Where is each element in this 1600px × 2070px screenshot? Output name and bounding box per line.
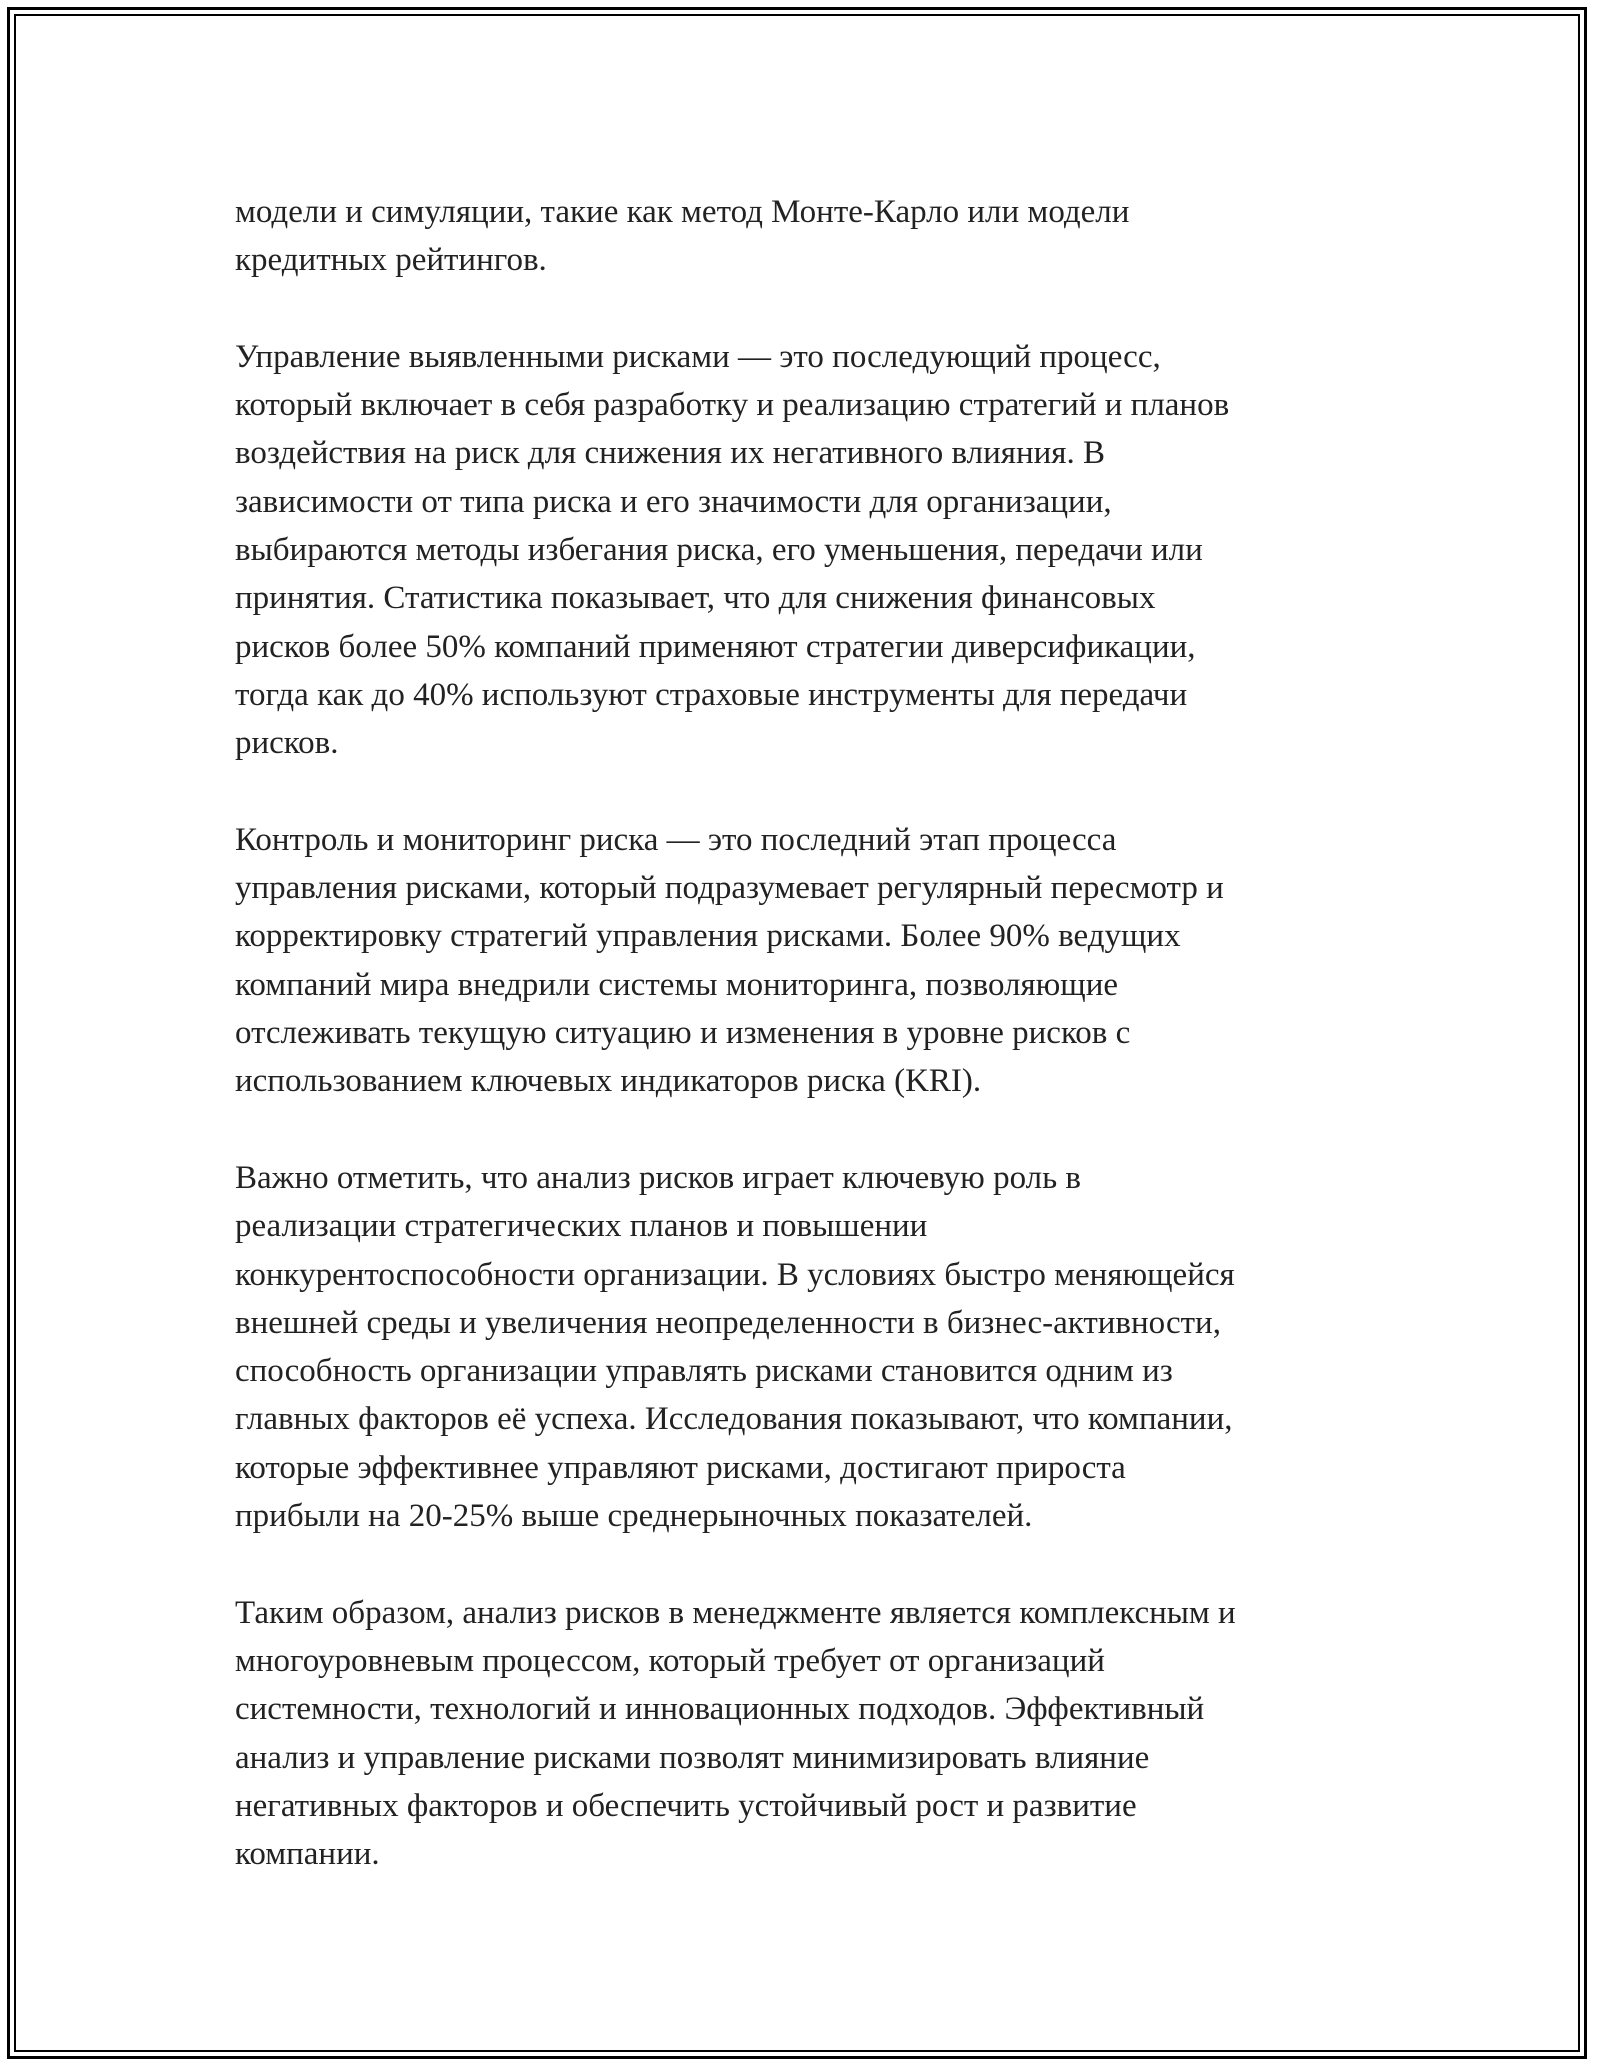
paragraph-4: Важно отметить, что анализ рисков играет ключевую роль в реализации стратегических планов и повышении конкурентоспособности организации. В условиях быстро меняющейся внешней среды и увеличения неопределенности в бизнес-активности, способность организации управлять рисками становится одним из главных факторов её успеха. Исследования показывают, что компании, которые эффективнее управляют рисками, достигают прироста прибыли на 20-25% выше среднерыночных показателей. [235,1159,1235,1535]
document-page [7,7,1587,2059]
paragraph-1: модели и симуляции, такие как метод Монте-Карло или модели кредитных рейтингов. [235,194,1130,279]
paragraph-5: Таким образом, анализ рисков в менеджменте является комплексным и многоуровневым процессом, который требует от организаций системности, технологий и инновационных подходов. Эффективный анализ и управление рисками позволят минимизировать влияние негативных факторов и обеспечить устойчивый рост и развитие компании. [235,1594,1236,1873]
paragraph-3: Контроль и мониторинг риска — это последний этап процесса управления рисками, который подразумевает регулярный пересмотр и корректировку стратегий управления рисками. Более 90% ведущих компаний мира внедрили системы мониторинга, позволяющие отслеживать текущую ситуацию и изменения в уровне рисков с использованием ключевых индикаторов риска (KRI). [235,821,1224,1100]
paragraph-2: Управление выявленными рисками — это последующий процесс, который включает в себя разработку и реализацию стратегий и планов воздействия на риск для снижения их негативного влияния. В зависимости от типа риска и его значимости для организации, выбираются методы избегания риска, его уменьшения, передачи или принятия. Статистика показывает, что для снижения финансовых рисков более 50% компаний применяют стратегии диверсификации, тогда как до 40% используют страховые инструменты для передачи рисков. [235,338,1230,762]
document-body [235,188,1385,1927]
